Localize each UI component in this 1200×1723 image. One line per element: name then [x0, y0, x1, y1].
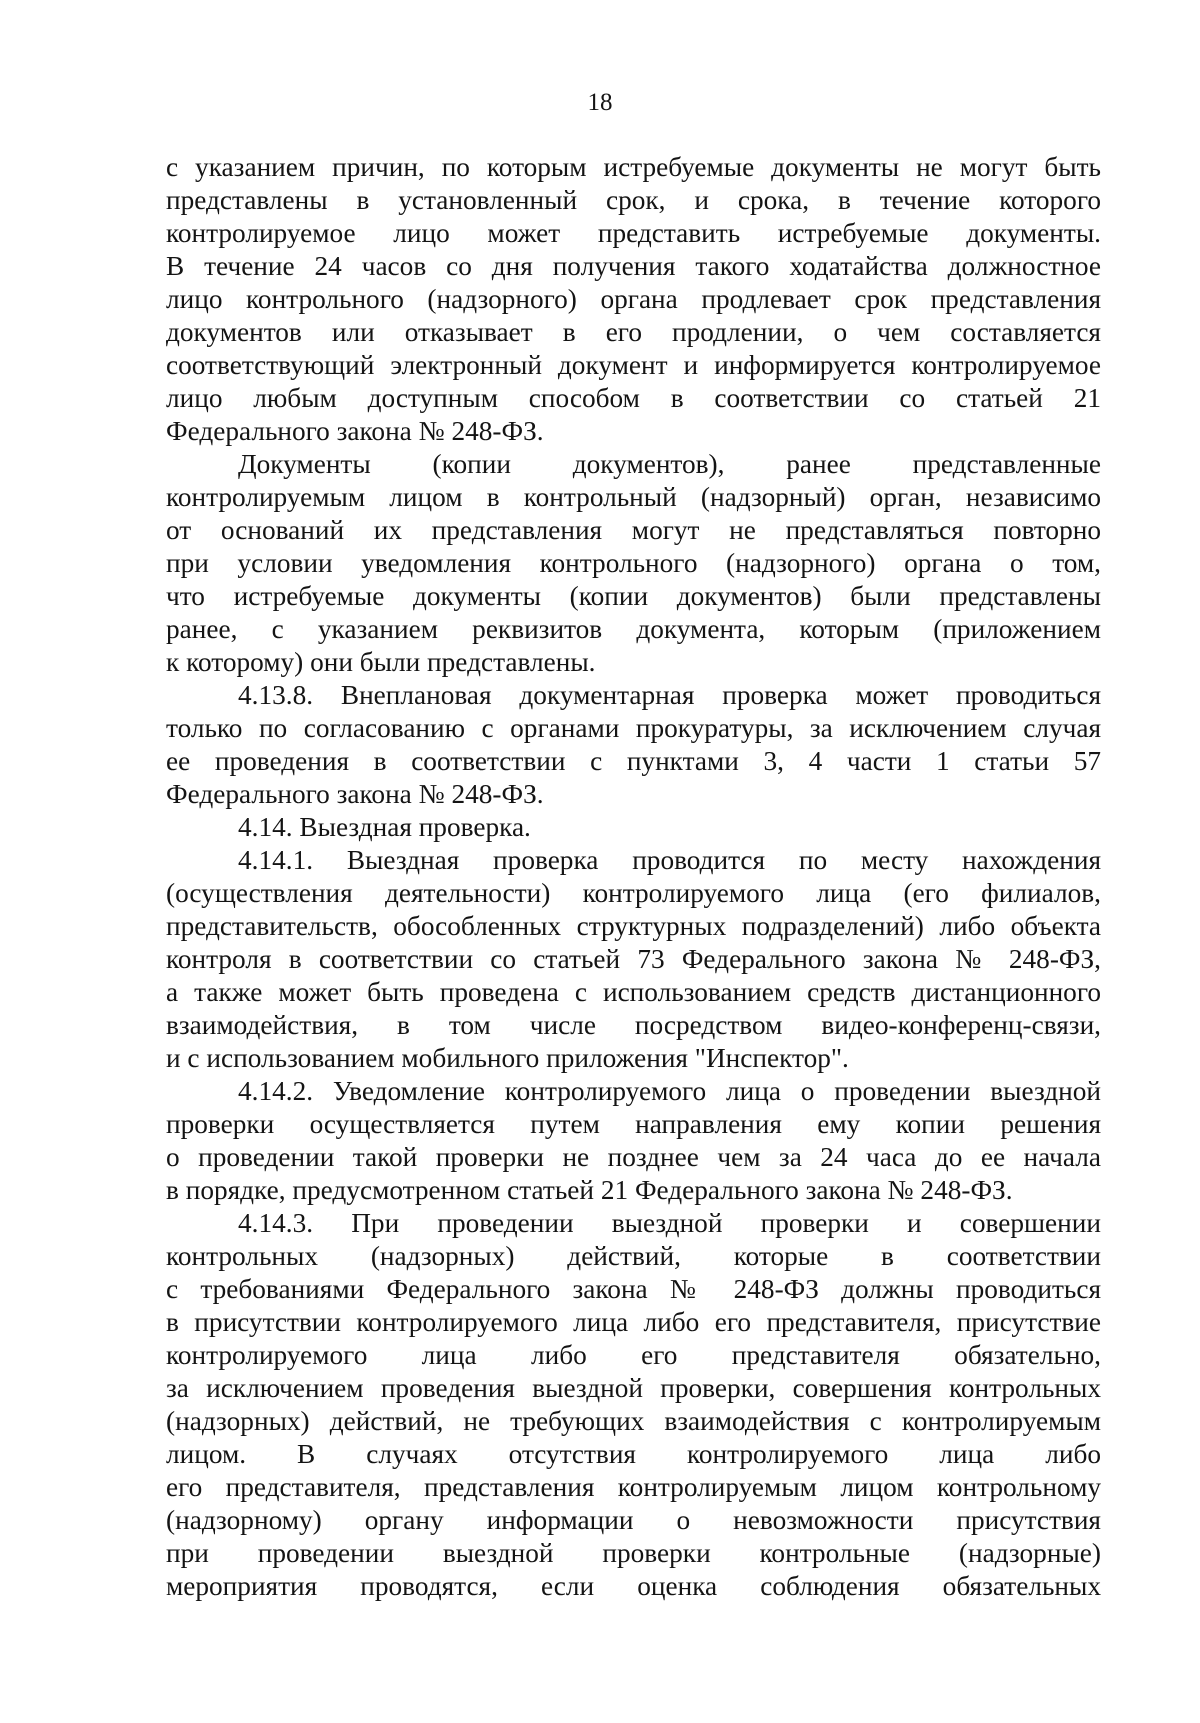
text-line: 4.14. Выездная проверка. — [238, 812, 531, 842]
text-line: только по согласованию с органами прокуратуры, за исключением случая — [166, 713, 1101, 743]
text-line: В течение 24 часов со дня получения такого ходатайства должностное — [166, 251, 1101, 281]
text-line: Федерального закона № 248-ФЗ. — [166, 779, 544, 809]
text-line: контролируемого лица либо его представителя обязательно, — [166, 1340, 1101, 1370]
text-line: соответствующий электронный документ и информируется контролируемое — [166, 350, 1101, 380]
document-body — [166, 151, 1101, 1603]
text-line: Документы (копии документов), ранее представленные — [238, 449, 1101, 479]
text-line: (надзорных) действий, не требующих взаимодействия с контролируемым — [166, 1406, 1101, 1436]
text-line: и с использованием мобильного приложения "Инспектор". — [166, 1043, 849, 1073]
text-line: мероприятия проводятся, если оценка соблюдения обязательных — [166, 1571, 1101, 1601]
text-line: проверки осуществляется путем направления ему копии решения — [166, 1109, 1101, 1139]
text-line: 4.13.8. Внеплановая документарная проверка может проводиться — [238, 680, 1101, 710]
text-line: что истребуемые документы (копии документов) были представлены — [166, 581, 1101, 611]
page-number: 18 — [587, 89, 613, 116]
text-line: 4.14.2. Уведомление контролируемого лица о проведении выездной — [238, 1076, 1101, 1106]
text-line: его представителя, представления контролируемым лицом контрольному — [166, 1472, 1101, 1502]
text-line: (осуществления деятельности) контролируемого лица (его филиалов, — [166, 878, 1101, 908]
text-line: 4.14.1. Выездная проверка проводится по месту нахождения — [238, 845, 1101, 875]
text-line: лицо любым доступным способом в соответствии со статьей 21 — [166, 383, 1101, 413]
text-line: контролируемое лицо может представить истребуемые документы. — [166, 218, 1101, 248]
text-line: с указанием причин, по которым истребуемые документы не могут быть — [166, 152, 1101, 182]
text-line: с требованиями Федерального закона № 248-ФЗ должны проводиться — [166, 1274, 1101, 1304]
text-line: контролируемым лицом в контрольный (надзорный) орган, независимо — [166, 482, 1101, 512]
text-line: в порядке, предусмотренном статьей 21 Федерального закона № 248-ФЗ. — [166, 1175, 1013, 1205]
text-line: взаимодействия, в том числе посредством видео-конференц-связи, — [166, 1010, 1101, 1040]
text-line: лицом. В случаях отсутствия контролируемого лица либо — [166, 1439, 1101, 1469]
text-line: представительств, обособленных структурных подразделений) либо объекта — [166, 911, 1101, 941]
text-line: лицо контрольного (надзорного) органа продлевает срок представления — [166, 284, 1101, 314]
text-line: в присутствии контролируемого лица либо его представителя, присутствие — [166, 1307, 1101, 1337]
text-line: ее проведения в соответствии с пунктами 3, 4 части 1 статьи 57 — [166, 746, 1101, 776]
text-line: при проведении выездной проверки контрольные (надзорные) — [166, 1538, 1101, 1568]
text-line: ранее, с указанием реквизитов документа, которым (приложением — [166, 614, 1101, 644]
text-line: а также может быть проведена с использованием средств дистанционного — [166, 977, 1101, 1007]
text-line: от оснований их представления могут не представляться повторно — [166, 515, 1101, 545]
text-line: за исключением проведения выездной проверки, совершения контрольных — [166, 1373, 1101, 1403]
text-line: (надзорному) органу информации о невозможности присутствия — [166, 1505, 1101, 1535]
text-line: контрольных (надзорных) действий, которые в соответствии — [166, 1241, 1101, 1271]
text-line: при условии уведомления контрольного (надзорного) органа о том, — [166, 548, 1101, 578]
text-line: к которому) они были представлены. — [166, 647, 596, 677]
text-line: контроля в соответствии со статьей 73 Федерального закона № 248-ФЗ, — [166, 944, 1101, 974]
text-line: документов или отказывает в его продлении, о чем составляется — [166, 317, 1101, 347]
text-line: 4.14.3. При проведении выездной проверки и совершении — [238, 1208, 1101, 1238]
text-line: Федерального закона № 248-ФЗ. — [166, 416, 544, 446]
text-line: представлены в установленный срок, и срока, в течение которого — [166, 185, 1101, 215]
text-line: о проведении такой проверки не позднее чем за 24 часа до ее начала — [166, 1142, 1101, 1172]
